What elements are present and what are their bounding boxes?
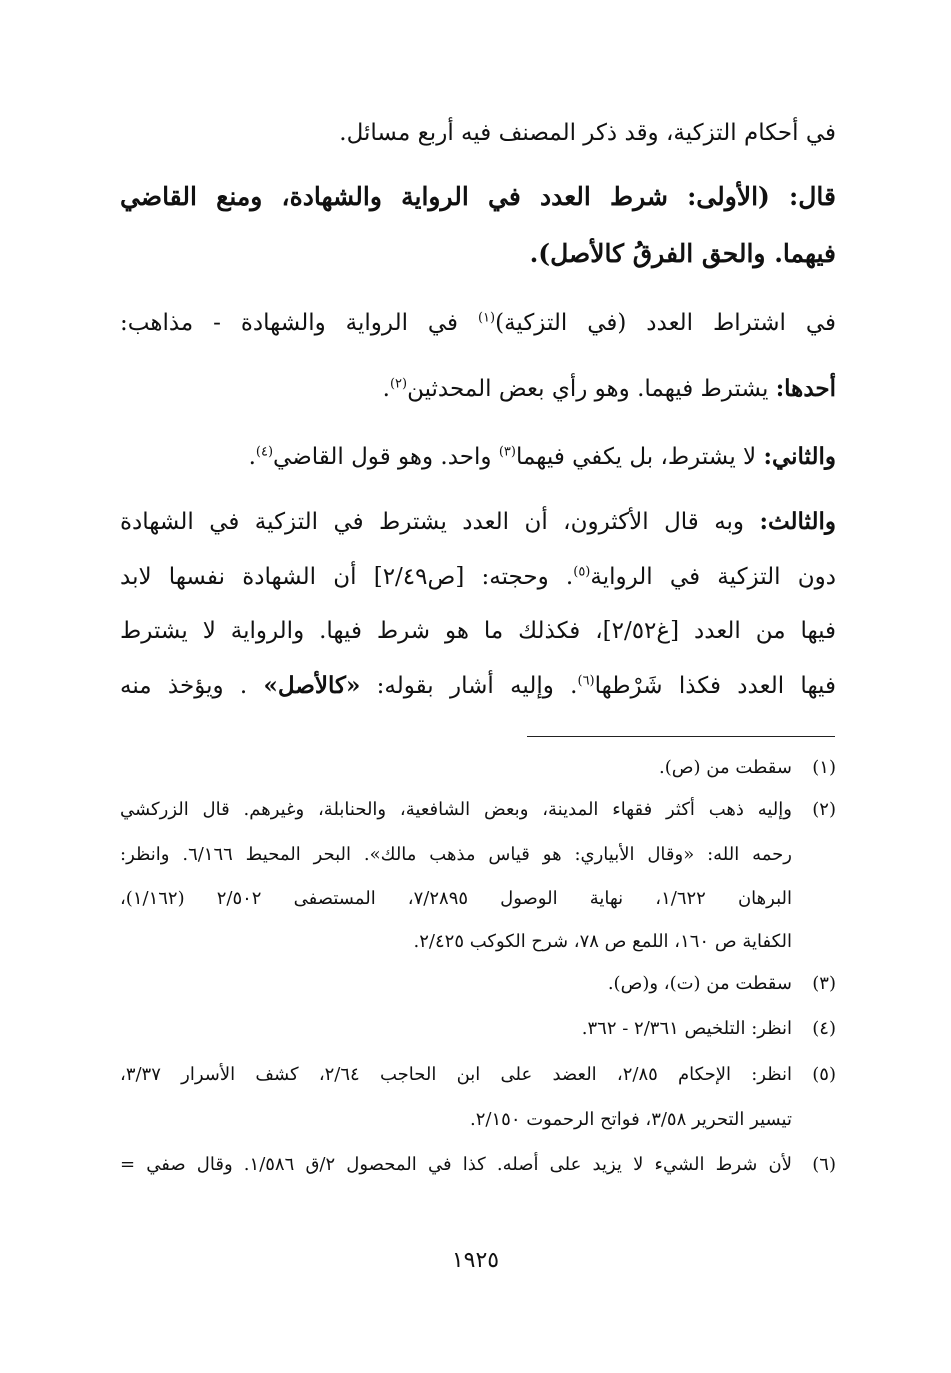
matn-text: قال: (الأولى: شرط العدد في الرواية والشهادة، ومنع القاضي bbox=[120, 182, 836, 211]
matn-line-1 bbox=[120, 176, 836, 218]
text-segment: دون التزكية في الرواية bbox=[590, 564, 836, 590]
footnote-number: (٣) bbox=[812, 973, 836, 994]
quoted-matn: «كالأصل» bbox=[263, 672, 361, 699]
footnote-text: البرهان ١/٦٢٢، نهاية الوصول ٧/٢٨٩٥، المستصفى ٢/٥٠٢ (١/١٦٢)، bbox=[120, 888, 792, 909]
text-segment: في أحكام التزكية، وقد ذكر المصنف فيه أربع مسائل. bbox=[339, 120, 836, 146]
text-line-4 bbox=[120, 303, 836, 343]
text-line-8 bbox=[120, 557, 836, 597]
footnote-2-continued bbox=[120, 926, 792, 958]
footnote-number: (١) bbox=[812, 757, 836, 778]
footnote-5-continued bbox=[120, 1104, 792, 1136]
text-line-9 bbox=[120, 611, 836, 651]
footnote-number: (٥) bbox=[812, 1064, 836, 1085]
text-segment: في اشتراط العدد (في التزكية) bbox=[495, 310, 836, 336]
footnote-text: رحمه الله: «وقال الأبياري: هو قياس مذهب مالك». البحر المحيط ٦/١٦٦. وانظر: bbox=[120, 844, 792, 865]
footnote-number: (٤) bbox=[812, 1018, 836, 1039]
text-segment: . ويؤخذ منه bbox=[120, 673, 264, 699]
footnote-ref-5[interactable]: (٥) bbox=[573, 564, 591, 580]
footnote-1 bbox=[120, 752, 836, 784]
text-line-5 bbox=[120, 369, 836, 409]
text-segment: يشترط فيهما. وهو رأي بعض المحدثين bbox=[407, 376, 776, 402]
text-segment: فيها العدد فكذا شَرْطها bbox=[594, 673, 836, 699]
text-segment: . bbox=[248, 444, 256, 470]
matn-line-2 bbox=[120, 233, 836, 275]
footnote-text: تيسير التحرير ٣/٥٨، فواتح الرحموت ٢/١٥٠. bbox=[470, 1109, 792, 1130]
text-segment: . وإليه أشار بقوله: bbox=[360, 673, 578, 699]
text-line-1 bbox=[120, 113, 836, 153]
text-segment: واحد. وهو قول القاضي bbox=[273, 444, 499, 470]
footnote-text: وإليه ذهب أكثر فقهاء المدينة، وبعض الشافعية، والحنابلة، وغيرهم. قال الزركشي bbox=[120, 799, 792, 820]
footnote-text: لأن شرط الشيء لا يزيد على أصله. كذا في المحصول ٢/ق ١/٥٨٦. وقال صفي = bbox=[120, 1154, 792, 1175]
footnote-6 bbox=[120, 1149, 836, 1181]
footnote-text: سقطت من (ص). bbox=[659, 757, 792, 778]
text-segment: فيها من العدد [غ٢/٥٢]، فكذلك ما هو شرط فيها. والرواية لا يشترط bbox=[120, 618, 836, 644]
text-line-7 bbox=[120, 502, 836, 542]
footnote-text: الكفاية ص ١٦٠، اللمع ص ٧٨، شرح الكوكب ٢/٤٢٥. bbox=[413, 931, 792, 952]
page-number: ١٩٢٥ bbox=[451, 1248, 500, 1273]
text-segment: . وحجته: [ص٢/٤٩] أن الشهادة نفسها لابد bbox=[120, 564, 574, 590]
opinion-label-first: أحدها: bbox=[775, 375, 836, 402]
text-segment: لا يشترط، بل يكفي فيهما bbox=[515, 444, 764, 470]
footnote-text: انظر: التلخيص ٢/٣٦١ - ٣٦٢. bbox=[581, 1018, 792, 1039]
opinion-label-third: والثالث: bbox=[759, 508, 836, 535]
footnote-separator bbox=[527, 736, 835, 737]
footnote-number: (٦) bbox=[812, 1154, 836, 1175]
matn-text: فيهما. والحق الفرقُ كالأصل). bbox=[529, 239, 836, 268]
footnote-3 bbox=[120, 968, 836, 1000]
footnote-2 bbox=[120, 794, 836, 826]
text-line-6 bbox=[120, 437, 836, 477]
footnote-ref-1[interactable]: (١) bbox=[477, 310, 496, 326]
text-segment: وبه قال الأكثرون، أن العدد يشترط في التزكية في الشهادة bbox=[120, 509, 760, 535]
footnote-number: (٢) bbox=[812, 799, 836, 820]
footnote-2-continued bbox=[120, 883, 792, 915]
footnote-2-continued bbox=[120, 839, 792, 871]
text-line-10 bbox=[120, 666, 836, 706]
footnote-5 bbox=[120, 1059, 836, 1091]
footnote-ref-2[interactable]: (٢) bbox=[389, 376, 408, 392]
text-segment: . bbox=[382, 376, 390, 402]
footnote-4 bbox=[120, 1013, 836, 1045]
footnote-text: انظر: الإحكام ٢/٨٥، العضد على ابن الحاجب ٢/٦٤، كشف الأسرار ٣/٣٧، bbox=[120, 1064, 792, 1085]
opinion-label-second: والثاني: bbox=[763, 443, 836, 470]
text-segment: في الرواية والشهادة - مذاهب: bbox=[120, 310, 478, 336]
footnote-ref-3[interactable]: (٣) bbox=[498, 444, 516, 460]
footnote-text: سقطت من (ت)، و(ص). bbox=[607, 973, 792, 994]
footnote-ref-6[interactable]: (٦) bbox=[577, 673, 595, 689]
footnote-ref-4[interactable]: (٤) bbox=[255, 444, 274, 460]
